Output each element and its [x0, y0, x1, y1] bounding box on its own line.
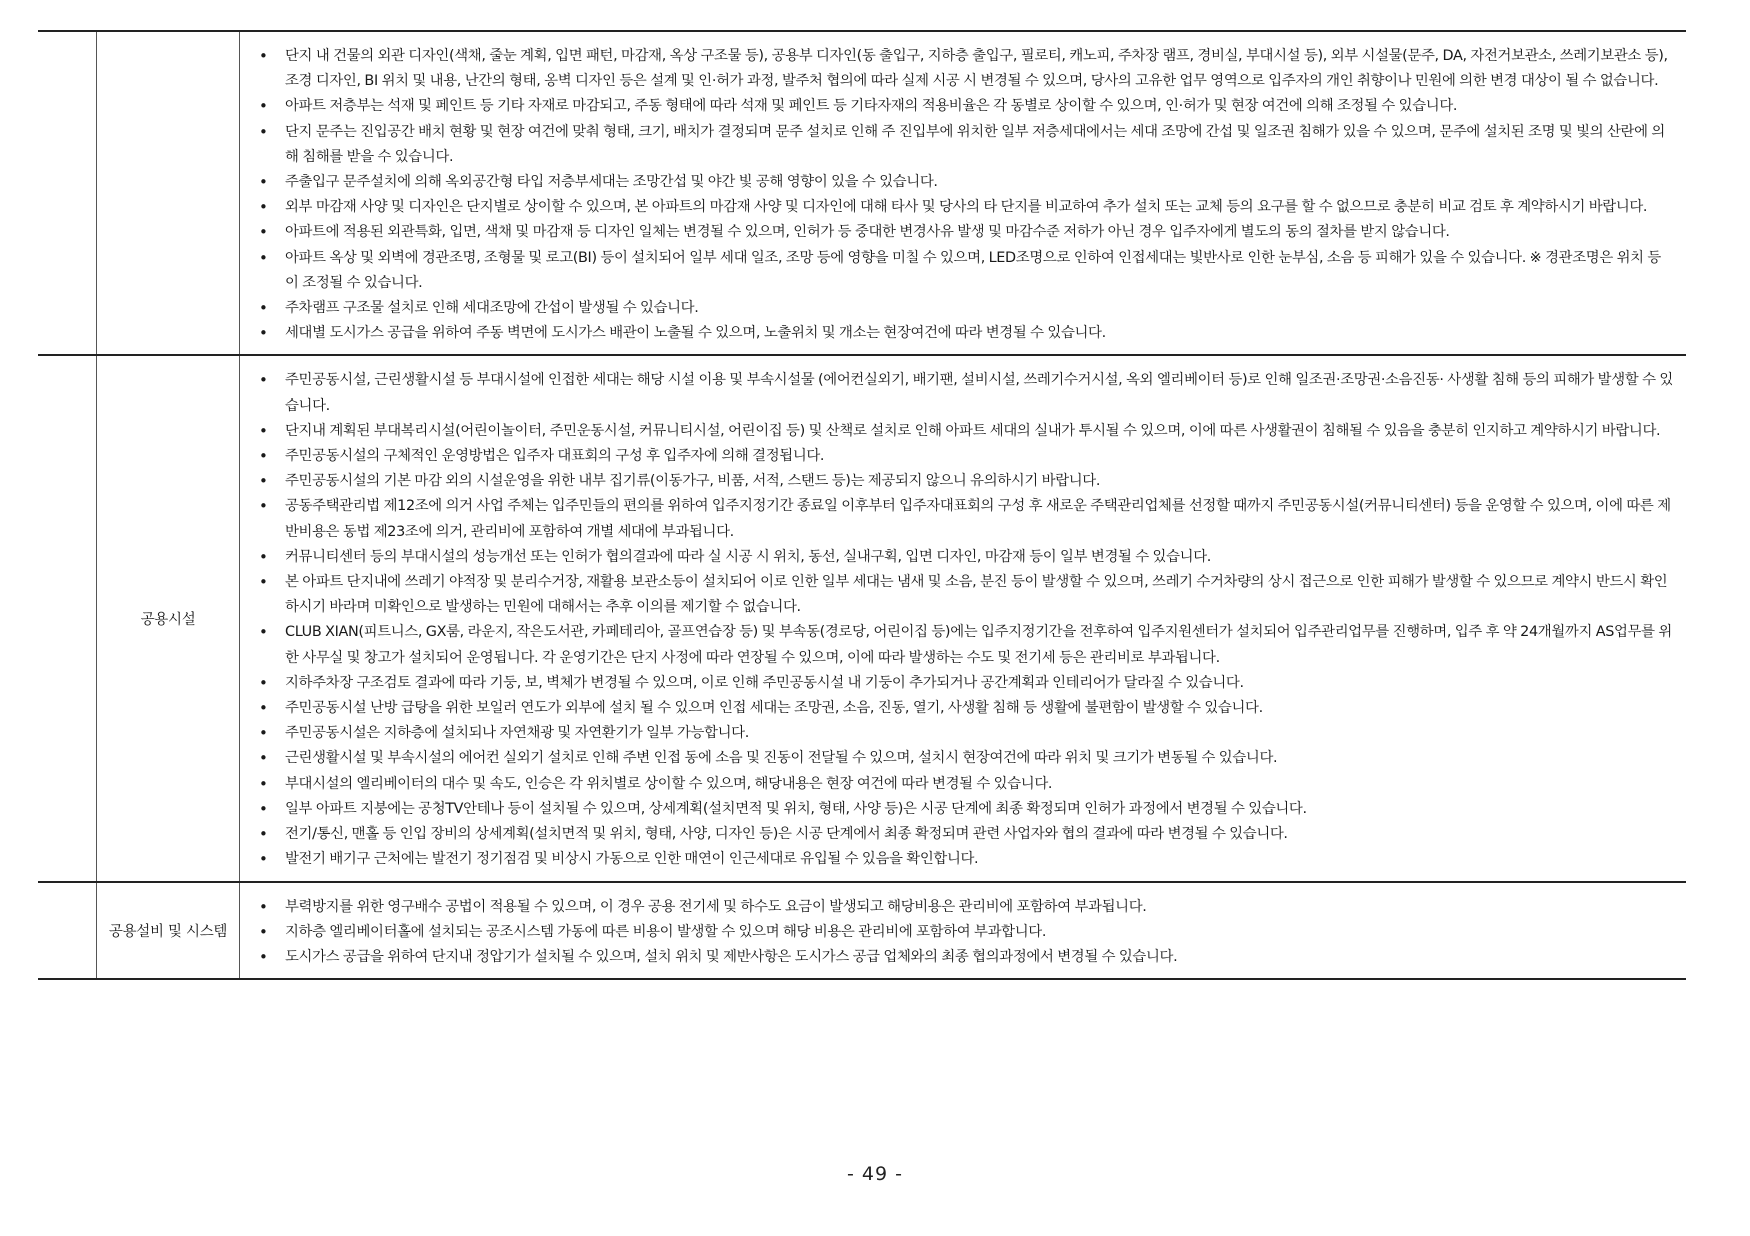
page-number: - 49 - — [847, 1163, 903, 1185]
list-item — [258, 94, 1674, 119]
bullet-list — [258, 44, 1674, 346]
bullet-icon: • — [259, 173, 268, 192]
bullet-icon: • — [259, 699, 268, 718]
list-item-text: 도시가스 공급을 위하여 단지내 정압기가 설치될 수 있으며, 설치 위치 및 제반사항은 도시가스 공급 업체와의 최종 협의과정에서 변경될 수 있습니다. — [285, 948, 1178, 965]
list-item-text: 커뮤니티센터 등의 부대시설의 성능개선 또는 인허가 협의결과에 따라 실 시공 시 위치, 동선, 실내구획, 입면 디자인, 마감재 등이 일부 변경될 수 있습니다. — [285, 548, 1211, 565]
bullet-icon: • — [259, 497, 268, 516]
bullet-icon: • — [259, 547, 268, 566]
bullet-icon: • — [259, 421, 268, 440]
content-cell — [240, 355, 1687, 881]
list-item-text: 단지 문주는 진입공간 배치 현황 및 현장 여건에 맞춰 형태, 크기, 배치가 결정되며 문주 설치로 인해 주 진입부에 위치한 일부 저층세대에서는 세대 조망에 간섭 및 일조권 침해가 있을 수 있으며, 문주에 설치된 조명 및 빛의 산란에 의해 침해를 받을 수 있습니다. — [285, 123, 1665, 165]
list-item-text: 세대별 도시가스 공급을 위하여 주동 벽면에 도시가스 배관이 노출될 수 있으며, 노출위치 및 개소는 현장여건에 따라 변경될 수 있습니다. — [285, 325, 1106, 342]
bullet-list — [258, 895, 1674, 971]
outer-category-cell — [38, 31, 97, 355]
outer-category-cell — [38, 882, 97, 980]
bullet-icon: • — [259, 825, 268, 844]
bullet-icon: • — [259, 573, 268, 592]
list-item — [258, 696, 1674, 721]
list-item-text: 아파트에 적용된 외관특화, 입면, 색채 및 마감재 등 디자인 일체는 변경될 수 있으며, 인허가 등 중대한 변경사유 발생 및 마감수준 저하가 아닌 경우 입주자에게 별도의 동의 절차를 받지 않습니다. — [285, 224, 1450, 241]
list-item-text: 주민공동시설은 지하층에 설치되나 자연채광 및 자연환기가 일부 가능합니다. — [285, 725, 749, 742]
list-item-text: 지하주차장 구조검토 결과에 따라 기둥, 보, 벽체가 변경될 수 있으며, 이로 인해 주민공동시설 내 기둥이 추가되거나 공간계획과 인테리어가 달라질 수 있습니다. — [285, 674, 1244, 691]
list-item — [258, 444, 1674, 469]
list-item-text: CLUB XIAN(피트니스, GX룸, 라운지, 작은도서관, 카페테리아, 골프연습장 등) 및 부속동(경로당, 어린이집 등)에는 입주지정기간을 전후하여 입주지원센터가 설치되어 입주관리업무를 진행하며, 입주 후 약 24개월까지 AS업무를 위한 사무실 및 창고가 설치되어 운영됩니다. 각 운영기간은 단지 사정에 따라 연장될 수 있으며, 이에 따라 발생하는 수도 및 전기세 등은 관리비로 부과됩니다. — [285, 624, 1672, 666]
list-item — [258, 671, 1674, 696]
bullet-icon: • — [259, 724, 268, 743]
list-item-text: 부력방지를 위한 영구배수 공법이 적용될 수 있으며, 이 경우 공용 전기세 및 하수도 요금이 발생되고 해당비용은 관리비에 포함하여 부과됩니다. — [285, 898, 1147, 915]
list-item-text: 발전기 배기구 근처에는 발전기 정기점검 및 비상시 가동으로 인한 매연이 인근세대로 유입될 수 있음을 확인합니다. — [285, 851, 979, 868]
list-item-text: 주민공동시설의 구체적인 운영방법은 입주자 대표회의 구성 후 입주자에 의해 결정됩니다. — [285, 448, 825, 465]
list-item — [258, 746, 1674, 771]
bullet-icon: • — [259, 97, 268, 116]
bullet-icon: • — [259, 947, 268, 966]
list-item — [258, 120, 1674, 170]
bullet-icon: • — [259, 850, 268, 869]
document-page — [38, 30, 1686, 980]
list-item — [258, 195, 1674, 220]
list-item-text: 근린생활시설 및 부속시설의 에어컨 실외기 설치로 인해 주변 인접 동에 소음 및 진동이 전달될 수 있으며, 설치시 현장여건에 따라 위치 및 크기가 변동될 수 있습니다. — [285, 750, 1278, 767]
content-cell — [240, 882, 1687, 980]
list-item-text: 주민공동시설, 근린생활시설 등 부대시설에 인접한 세대는 해당 시설 이용 및 부속시설물 (에어컨실외기, 배기팬, 설비시설, 쓰레기수거시설, 옥외 엘리베이터 등)로 인해 일조권·조망권·소음진동· 사생활 침해 등의 피해가 발생할 수 있습니다. — [285, 372, 1673, 414]
bullet-icon: • — [259, 248, 268, 267]
bullet-icon: • — [259, 922, 268, 941]
bullet-icon: • — [259, 472, 268, 491]
list-item — [258, 895, 1674, 920]
list-item — [258, 321, 1674, 346]
bullet-icon: • — [259, 623, 268, 642]
list-item-text: 아파트 저층부는 석재 및 페인트 등 기타 자재로 마감되고, 주동 형태에 따라 석재 및 페인트 등 기타자재의 적용비율은 각 동별로 상이할 수 있으며, 인·허가 및 현장 여건에 의해 조정될 수 있습니다. — [285, 98, 1458, 115]
list-item-text: 본 아파트 단지내에 쓰레기 야적장 및 분리수거장, 재활용 보관소등이 설치되어 이로 인한 일부 세대는 냄새 및 소음, 분진 등이 발생할 수 있으며, 쓰레기 수거차량의 상시 접근으로 인한 피해가 발생할 수 있으므로 계약시 반드시 확인하시기 바라며 미확인으로 발생하는 민원에 대해서는 추후 이의를 제기할 수 없습니다. — [285, 574, 1668, 616]
list-item — [258, 44, 1674, 94]
list-item — [258, 772, 1674, 797]
list-item — [258, 469, 1674, 494]
list-item-text: 주차램프 구조물 설치로 인해 세대조망에 간섭이 발생될 수 있습니다. — [285, 300, 699, 317]
table-row-common-equipment — [38, 882, 1686, 980]
category-cell — [97, 31, 240, 355]
bullet-icon: • — [259, 122, 268, 141]
bullet-icon: • — [259, 223, 268, 242]
list-item — [258, 545, 1674, 570]
list-item-text: 일부 아파트 지붕에는 공청TV안테나 등이 설치될 수 있으며, 상세계획(설치면적 및 위치, 형태, 사양 등)은 시공 단계에 최종 확정되며 인허가 과정에서 변경될 수 있습니다. — [285, 800, 1307, 817]
bullet-icon: • — [259, 299, 268, 318]
list-item-text: 주민공동시설 난방 급탕을 위한 보일러 연도가 외부에 설치 될 수 있으며 인접 세대는 조망권, 소음, 진동, 열기, 사생활 침해 등 생활에 불편함이 발생할 수 있습니다. — [285, 700, 1263, 717]
outer-category-cell — [38, 355, 97, 881]
list-item — [258, 822, 1674, 847]
list-item — [258, 570, 1674, 620]
bullet-icon: • — [259, 198, 268, 217]
list-item-text: 단지내 계획된 부대복리시설(어린이놀이터, 주민운동시설, 커뮤니티시설, 어린이집 등) 및 산책로 설치로 인해 아파트 세대의 실내가 투시될 수 있으며, 이에 따른 사생활권이 침해될 수 있음을 충분히 인지하고 계약하시기 바랍니다. — [285, 422, 1661, 439]
list-item-text: 단지 내 건물의 외관 디자인(색채, 줄눈 계획, 입면 패턴, 마감재, 옥상 구조물 등), 공용부 디자인(동 출입구, 지하층 출입구, 필로티, 캐노피, 주차장 램프, 경비실, 부대시설 등), 외부 시설물(문주, DA, 자전거보관소, 쓰레기보관소 등), 조경 디자인, BI 위치 및 내용, 난간의 형태, 옹벽 디자인 등은 설계 및 인·허가 과정, 발주처 협의에 따라 실제 시공 시 변경될 수 있으며, 당사의 고유한 업무 영역으로 입주자의 개인 취향이나 민원에 의한 변경 대상이 될 수 없습니다. — [285, 48, 1668, 90]
table-row-exterior — [38, 31, 1686, 355]
list-item — [258, 494, 1674, 544]
bullet-icon: • — [259, 324, 268, 343]
list-item — [258, 170, 1674, 195]
list-item-text: 부대시설의 엘리베이터의 대수 및 속도, 인승은 각 위치별로 상이할 수 있으며, 해당내용은 현장 여건에 따라 변경될 수 있습니다. — [285, 775, 1053, 792]
bullet-icon: • — [259, 447, 268, 466]
list-item — [258, 847, 1674, 872]
bullet-icon: • — [259, 774, 268, 793]
bullet-list — [258, 368, 1674, 872]
list-item — [258, 419, 1674, 444]
list-item-text: 주민공동시설의 기본 마감 외의 시설운영을 위한 내부 집기류(이동가구, 비품, 서적, 스탠드 등)는 제공되지 않으니 유의하시기 바랍니다. — [285, 473, 1101, 490]
content-cell — [240, 31, 1687, 355]
bullet-icon: • — [259, 897, 268, 916]
terms-table — [38, 30, 1686, 980]
list-item-text: 전기/통신, 맨홀 등 인입 장비의 상세계획(설치면적 및 위치, 형태, 사양, 디자인 등)은 시공 단계에서 최종 확정되며 관련 사업자와 협의 결과에 따라 변경될 수 있습니다. — [285, 826, 1288, 843]
list-item-text: 주출입구 문주설치에 의해 옥외공간형 타입 저층부세대는 조망간섭 및 야간 빛 공해 영향이 있을 수 있습니다. — [285, 174, 938, 191]
list-item — [258, 220, 1674, 245]
category-cell: 공용시설 — [97, 355, 240, 881]
list-item — [258, 246, 1674, 296]
bullet-icon: • — [259, 371, 268, 390]
list-item — [258, 920, 1674, 945]
list-item-text: 지하층 엘리베이터홀에 설치되는 공조시스템 가동에 따른 비용이 발생할 수 있으며 해당 비용은 관리비에 포함하여 부과합니다. — [285, 923, 1047, 940]
list-item — [258, 620, 1674, 670]
table-row-common-facilities — [38, 355, 1686, 881]
list-item — [258, 368, 1674, 418]
list-item — [258, 945, 1674, 970]
list-item-text: 아파트 옥상 및 외벽에 경관조명, 조형물 및 로고(BI) 등이 설치되어 일부 세대 일조, 조망 등에 영향을 미칠 수 있으며, LED조명으로 인하여 인접세대는 빛반사로 인한 눈부심, 소음 등 피해가 있을 수 있습니다. ※ 경관조명은 위치 등이 조정될 수 있습니다. — [285, 249, 1661, 291]
bullet-icon: • — [259, 47, 268, 65]
list-item — [258, 296, 1674, 321]
bullet-icon: • — [259, 749, 268, 768]
list-item — [258, 797, 1674, 822]
bullet-icon: • — [259, 799, 268, 818]
list-item-text: 외부 마감재 사양 및 디자인은 단지별로 상이할 수 있으며, 본 아파트의 마감재 사양 및 디자인에 대해 타사 및 당사의 타 단지를 비교하여 추가 설치 또는 교체 등의 요구를 할 수 없으므로 충분히 비교 검토 후 계약하시기 바랍니다. — [285, 199, 1648, 216]
category-cell: 공용설비 및 시스템 — [97, 882, 240, 980]
bullet-icon: • — [259, 673, 268, 692]
list-item-text: 공동주택관리법 제12조에 의거 사업 주체는 입주민들의 편의를 위하여 입주지정기간 종료일 이후부터 입주자대표회의 구성 후 새로운 주택관리업체를 선정할 때까지 주민공동시설(커뮤니티센터) 등을 운영할 수 있으며, 이에 따른 제반비용은 동법 제23조에 의거, 관리비에 포함하여 개별 세대에 부과됩니다. — [285, 498, 1671, 540]
list-item — [258, 721, 1674, 746]
